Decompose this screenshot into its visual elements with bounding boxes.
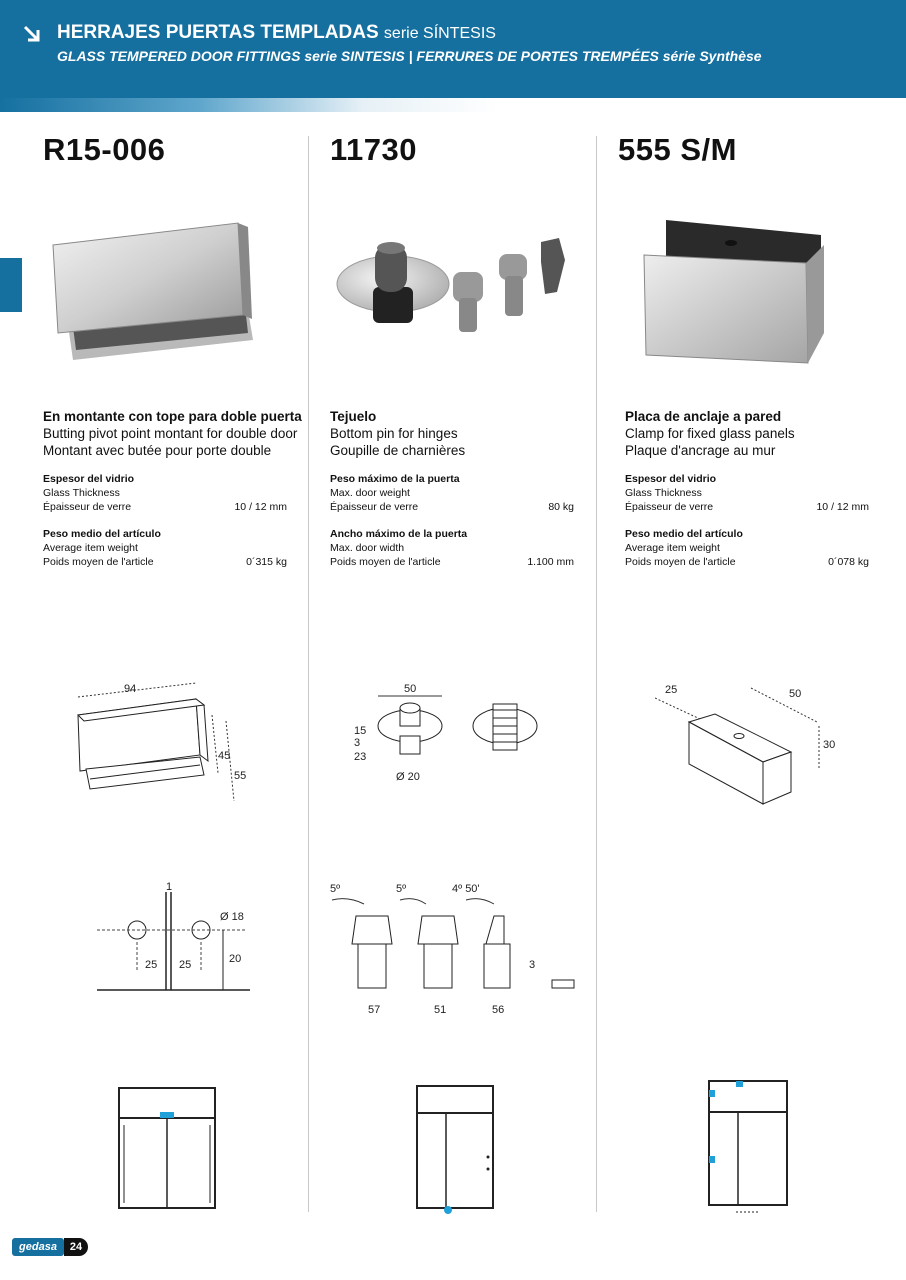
svg-text:55: 55: [234, 770, 247, 782]
svg-text:56: 56: [492, 1004, 505, 1016]
svg-text:3: 3: [354, 737, 361, 749]
svg-text:50: 50: [789, 688, 802, 700]
svg-text:15: 15: [354, 725, 367, 737]
page-number: 24: [64, 1238, 88, 1256]
svg-text:25: 25: [145, 959, 158, 971]
page-subtitle: GLASS TEMPERED DOOR FITTINGS serie SINTESIS | FERRURES DE PORTES TREMPÉES série Synthèse: [57, 48, 762, 64]
dimension-drawing-11730: [350, 680, 550, 790]
arrow-down-right-icon: [22, 24, 42, 44]
svg-text:94: 94: [124, 683, 137, 695]
product-code: 555 S/M: [618, 132, 737, 167]
brand-logo: gedasa: [12, 1238, 64, 1256]
spec-block: Peso máximo de la puerta Max. door weight Épaisseur de verre 80 kg: [330, 473, 574, 513]
spec-block: Espesor del vidrio Glass Thickness Épaisseur de verre 10 / 12 mm: [625, 473, 869, 513]
spec-value: 0´078 kg: [828, 556, 869, 568]
product-photo-r15-006: [48, 215, 263, 365]
installation-diagram-555-sm: [706, 1078, 790, 1218]
column-divider: [596, 136, 597, 1212]
page-header: [0, 0, 906, 98]
spec-value: 10 / 12 mm: [816, 501, 869, 513]
svg-text:30: 30: [823, 739, 836, 751]
dimension-drawing-r15-006-plan: [95, 880, 255, 995]
svg-text:25: 25: [665, 684, 678, 696]
spec-block: Espesor del vidrio Glass Thickness Épaisseur de verre 10 / 12 mm: [43, 473, 287, 513]
installation-diagram-r15-006: [116, 1085, 218, 1213]
spec-value: 10 / 12 mm: [234, 501, 287, 513]
spec-value: 80 kg: [548, 501, 574, 513]
installation-diagram-11730: [414, 1083, 496, 1215]
spec-value: 0´315 kg: [246, 556, 287, 568]
svg-text:23: 23: [354, 751, 367, 763]
svg-text:25: 25: [179, 959, 192, 971]
spec-block: Peso medio del artículo Average item weight Poids moyen de l'article 0´315 kg: [43, 528, 287, 568]
spec-value: 1.100 mm: [527, 556, 574, 568]
svg-text:5º: 5º: [396, 883, 407, 895]
product-code: 11730: [330, 132, 417, 167]
page-title: HERRAJES PUERTAS TEMPLADAS serie SÍNTESIS: [57, 22, 496, 43]
svg-text:1: 1: [166, 881, 173, 893]
dimension-drawing-r15-006: [70, 675, 260, 810]
svg-text:50: 50: [404, 683, 417, 695]
dimension-drawing-555-sm: [655, 680, 845, 810]
svg-text:Ø 18: Ø 18: [220, 911, 244, 923]
svg-text:20: 20: [229, 953, 242, 965]
dimension-drawing-11730-pins: [328, 880, 578, 1020]
side-tab-marker: [0, 258, 22, 312]
svg-text:3: 3: [529, 959, 536, 971]
svg-text:5º: 5º: [330, 883, 341, 895]
product-photo-555-sm: [636, 215, 836, 370]
spec-block: Ancho máximo de la puerta Max. door width Poids moyen de l'article 1.100 mm: [330, 528, 574, 568]
product-description: Tejuelo Bottom pin for hinges Goupille de charnières: [330, 409, 466, 458]
spec-block: Peso medio del artículo Average item weight Poids moyen de l'article 0´078 kg: [625, 528, 869, 568]
svg-text:51: 51: [434, 1004, 447, 1016]
svg-text:Ø 20: Ø 20: [396, 771, 420, 783]
product-description: En montante con tope para doble puerta Butting pivot point montant for double door Montant avec butée pour porte double: [43, 409, 302, 458]
svg-text:45: 45: [218, 750, 231, 762]
svg-text:57: 57: [368, 1004, 381, 1016]
svg-text:4º 50': 4º 50': [452, 883, 480, 895]
column-divider: [308, 136, 309, 1212]
product-description: Placa de anclaje a pared Clamp for fixed glass panels Plaque d'ancrage au mur: [625, 409, 795, 458]
product-photo-11730: [335, 232, 575, 342]
product-code: R15-006: [43, 132, 166, 167]
header-gradient-strip: [0, 98, 906, 112]
